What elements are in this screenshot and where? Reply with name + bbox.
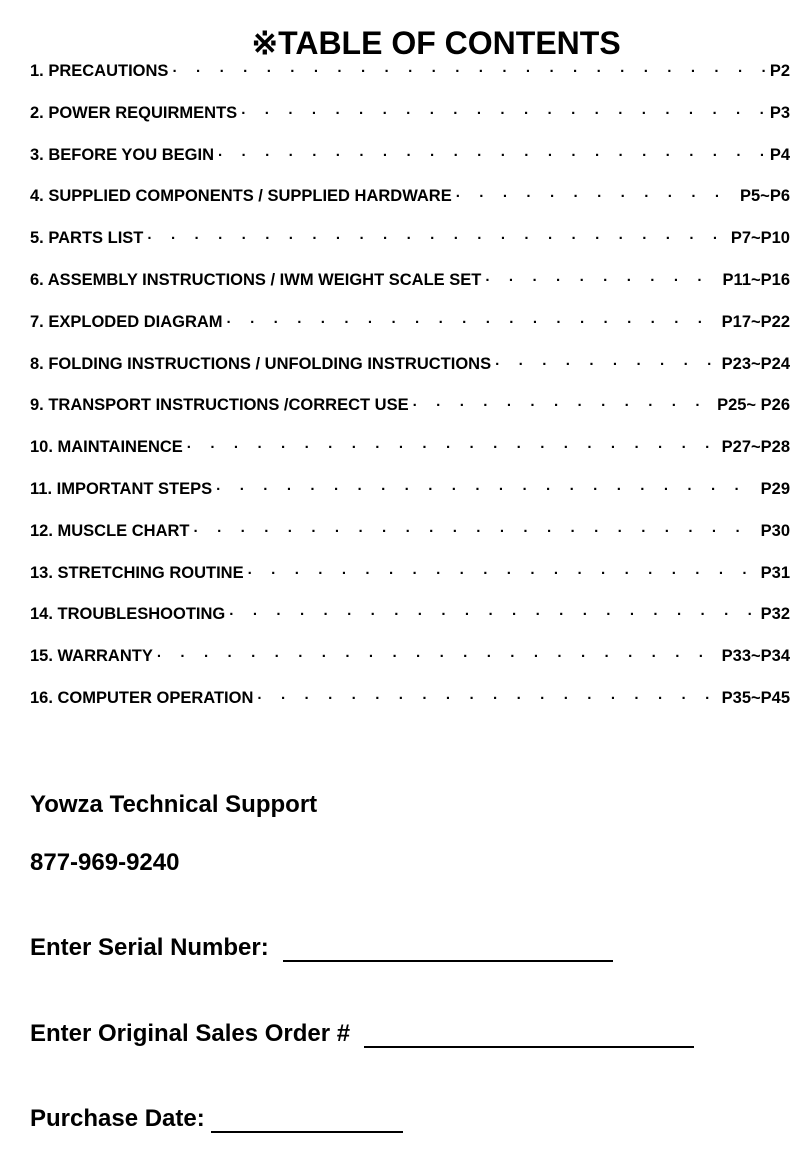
toc-entry-page: P31: [760, 563, 790, 582]
toc-dot-leader: [456, 188, 736, 205]
toc-dot-leader: [227, 314, 718, 331]
purchase-date-label: Purchase Date:: [30, 1105, 205, 1132]
toc-dot-leader: [495, 356, 718, 373]
toc-entry: [30, 522, 790, 564]
sales-order-field: [30, 1020, 694, 1048]
toc-dot-leader: [241, 105, 766, 122]
toc-entry: [30, 480, 790, 522]
toc-entry-label: 15. WARRANTY: [30, 647, 153, 666]
toc-entry-page: P30: [760, 521, 790, 540]
sales-order-blank: [364, 1022, 694, 1048]
toc-entry-label: 10. MAINTAINENCE: [30, 438, 183, 457]
toc-entry-label: 13. STRETCHING ROUTINE: [30, 563, 244, 582]
toc-dot-leader: [147, 230, 726, 247]
toc-entry-page: P11~P16: [722, 270, 790, 289]
table-of-contents: [30, 62, 790, 731]
toc-entry-page: P25~ P26: [717, 396, 790, 415]
toc-entry: [30, 62, 790, 104]
toc-dot-leader: [194, 523, 757, 540]
serial-number-blank: [283, 936, 613, 962]
sales-order-label: Enter Original Sales Order #: [30, 1020, 351, 1047]
toc-dot-leader: [218, 147, 766, 164]
purchase-date-field: [30, 1105, 403, 1133]
toc-entry-page: P5~P6: [740, 187, 790, 206]
support-title: Yowza Technical Support: [30, 791, 318, 818]
toc-entry-page: P17~P22: [721, 312, 790, 331]
toc-entry-label: 8. FOLDING INSTRUCTIONS / UNFOLDING INSTRUCTIONS: [30, 354, 492, 373]
toc-entry-label: 1. PRECAUTIONS: [30, 62, 169, 80]
toc-entry: [30, 104, 790, 146]
toc-dot-leader: [229, 606, 756, 623]
toc-entry-label: 5. PARTS LIST: [30, 229, 144, 248]
toc-entry-page: P27~P28: [721, 438, 790, 457]
toc-entry: [30, 146, 790, 188]
toc-entry-label: 2. POWER REQUIRMENTS: [30, 103, 238, 122]
page-title: ※TABLE OF CONTENTS: [251, 25, 621, 61]
toc-entry-label: 14. TROUBLESHOOTING: [30, 605, 226, 624]
toc-entry-label: 3. BEFORE YOU BEGIN: [30, 145, 214, 164]
toc-dot-leader: [187, 439, 718, 456]
toc-entry-page: P7~P10: [730, 229, 790, 248]
toc-dot-leader: [216, 481, 756, 498]
toc-entry: [30, 187, 790, 229]
toc-dot-leader: [485, 272, 718, 289]
toc-entry: [30, 271, 790, 313]
serial-number-field: [30, 934, 613, 962]
toc-entry: [30, 689, 790, 731]
toc-entry: [30, 647, 790, 689]
toc-entry-page: P4: [769, 145, 790, 164]
serial-number-label: Enter Serial Number:: [30, 934, 269, 961]
toc-dot-leader: [248, 565, 757, 582]
toc-entry-page: P3: [769, 103, 790, 122]
toc-dot-leader: [257, 690, 717, 707]
toc-entry: [30, 313, 790, 355]
toc-entry: [30, 605, 790, 647]
toc-entry-label: 6. ASSEMBLY INSTRUCTIONS / IWM WEIGHT SCALE SET: [30, 270, 482, 289]
toc-entry-page: P32: [760, 605, 790, 624]
toc-entry: [30, 229, 790, 271]
toc-dot-leader: [413, 397, 713, 414]
toc-entry-label: 12. MUSCLE CHART: [30, 521, 190, 540]
toc-dot-leader: [157, 648, 718, 665]
toc-entry-page: P33~P34: [721, 647, 790, 666]
toc-entry: [30, 355, 790, 397]
toc-entry: [30, 564, 790, 606]
toc-entry-label: 16. COMPUTER OPERATION: [30, 688, 254, 707]
toc-entry-page: P2: [769, 62, 790, 80]
toc-entry-label: 7. EXPLODED DIAGRAM: [30, 312, 223, 331]
toc-entry-label: 11. IMPORTANT STEPS: [30, 479, 213, 498]
purchase-date-blank: [211, 1107, 403, 1133]
toc-dot-leader: [172, 63, 765, 80]
toc-entry-label: 4. SUPPLIED COMPONENTS / SUPPLIED HARDWARE: [30, 187, 452, 206]
support-phone: 877-969-9240: [30, 849, 180, 876]
toc-entry-page: P35~P45: [721, 688, 790, 707]
toc-entry-label: 9. TRANSPORT INSTRUCTIONS /CORRECT USE: [30, 396, 409, 415]
toc-entry-page: P29: [760, 479, 790, 498]
toc-entry-page: P23~P24: [721, 354, 790, 373]
toc-entry: [30, 438, 790, 480]
toc-entry: [30, 396, 790, 438]
